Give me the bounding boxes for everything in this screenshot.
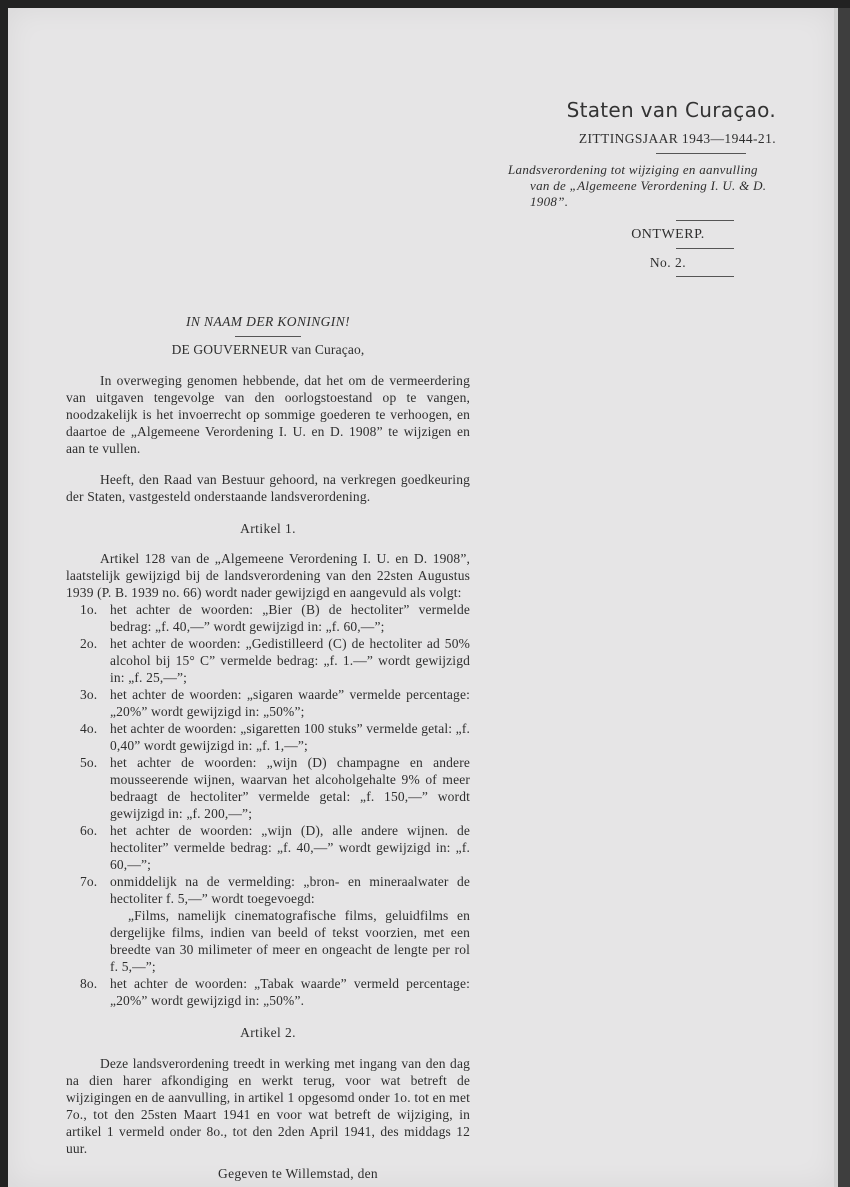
item-text: onmiddelijk na de vermelding: „bron- en mineraalwater de hectoliter f. 5,—” wordt toegevoegd: — [110, 874, 470, 906]
item-number: 5o. — [80, 755, 98, 770]
subject-line-3: 1908”. — [530, 194, 569, 209]
item-text: het achter de woorden: „wijn (D), alle andere wijnen. de hectoliter” vermelde bedrag: „f. 40,—” wordt gewijzigd in: „f. 60,—”; — [110, 823, 470, 872]
item-number: 8o. — [80, 976, 98, 991]
list-item — [66, 822, 470, 873]
item-number: 7o. — [80, 874, 98, 889]
draft-label: ONTWERP. — [631, 227, 705, 242]
article-2-heading: Artikel 2. — [240, 1025, 296, 1040]
enactment-paragraph: Heeft, den Raad van Bestuur gehoord, na verkregen goedkeuring der Staten, vastgesteld onderstaande landsverordening. — [66, 472, 470, 504]
article-1-intro: Artikel 128 van de „Algemeene Verordening I. U. en D. 1908”, laatstelijk gewijzigd bij de landsverordening van den 22sten Augustus 1939 (P. B. 1939 no. 66) wordt nader gewijzigd en aangevuld als volgt: — [66, 551, 470, 600]
item-text: het achter de woorden: „sigaretten 100 stuks” vermelde getal: „f. 0,40” wordt gewijzigd in: „f. 1,—”; — [110, 721, 470, 753]
document-page — [8, 8, 838, 1187]
list-item — [66, 720, 470, 754]
header-rule — [656, 153, 746, 154]
considering-paragraph: In overweging genomen hebbende, dat het om de vermeerdering van uitgaven tengevolge van den oorlogstoestand op te vangen, noodzakelijk is het invoerrecht op sommige goederen te verhoogen, en daartoe de „Algemeene Verordening I. U. en D. 1908” te wijzigen en aan te vullen. — [66, 373, 470, 456]
scan-left-edge — [0, 0, 8, 1187]
item-text: het achter de woorden: „wijn (D) champagne en andere mousseerende wijnen, waarvan het alcoholgehalte 9% of meer bedraagt de hectoliter” vermelde getal: „f. 150,—” wordt gewijzigd in: „f. 200,—”; — [110, 755, 470, 821]
number-rule — [676, 276, 734, 277]
item-text: het achter de woorden: „Gedistilleerd (C) de hectoliter ad 50% alcohol bij 15° C” vermelde bedrag: „f. 1.—” wordt gewijzigd in: „f. 25,—”; — [110, 636, 470, 685]
item-text: het achter de woorden: „Tabak waarde” vermeld percentage: „20%” wordt gewijzigd in: „50%”. — [110, 976, 470, 1008]
subject-rule — [676, 220, 734, 221]
draft-rule — [676, 248, 734, 249]
item-number: 3o. — [80, 687, 98, 702]
list-item — [66, 635, 470, 686]
session-year: ZITTINGSJAAR 1943—1944-21. — [578, 131, 776, 146]
invocation-rule — [235, 336, 301, 337]
subject-line-1: Landsverordening tot wijziging en aanvulling — [508, 162, 758, 177]
invocation: IN NAAM DER KONINGIN! — [185, 314, 350, 329]
list-item — [66, 975, 470, 1009]
list-item — [66, 686, 470, 720]
amendment-list — [66, 601, 470, 1009]
document-title: Staten van Curaçao. — [566, 98, 776, 122]
governor-line: DE GOUVERNEUR van Curaçao, — [171, 342, 365, 357]
subject-line-2: van de „Algemeene Verordening I. U. & D. — [530, 178, 767, 193]
inserted-films-text: „Films, namelijk cinematografische films, geluidfilms en dergelijke films, indien van beeld of tekst voorzien, met een breedte van 30 milimeter of meer en ongeacht de lengte per rol f. 5,—”; — [110, 908, 470, 974]
item-number: 6o. — [80, 823, 98, 838]
list-item-inserted-text — [66, 907, 470, 975]
item-text: het achter de woorden: „sigaren waarde” vermelde percentage: „20%” wordt gewijzigd in: „50%”; — [110, 687, 470, 719]
closing-line: Gegeven te Willemstad, den — [218, 1166, 378, 1181]
list-item — [66, 873, 470, 907]
list-item — [66, 601, 470, 635]
ordinance-subject — [506, 162, 800, 210]
article-2-text: Deze landsverordening treedt in werking met ingang van den dag na dien harer afkondiging en werkt terug, voor wat betreft de wijzigingen en de aanvulling, in artikel 1 opgesomd onder 1o. tot en met 7o., tot den 25sten Maart 1941 en voor wat betreft de wijziging, in artikel 1 vermeld onder 8o., tot den 2den April 1941, des middags 12 uur. — [66, 1056, 470, 1156]
article-1-heading: Artikel 1. — [240, 521, 296, 536]
document-header — [506, 98, 806, 277]
ordinance-body — [66, 313, 470, 1182]
item-number: 1o. — [80, 602, 98, 617]
document-number: No. 2. — [649, 255, 687, 270]
item-number: 4o. — [80, 721, 98, 736]
scan-top-edge — [0, 0, 850, 8]
item-text: het achter de woorden: „Bier (B) de hectoliter” vermelde bedrag: „f. 40,—” wordt gewijzigd in: „f. 60,—”; — [110, 602, 470, 634]
item-number: 2o. — [80, 636, 98, 651]
list-item — [66, 754, 470, 822]
